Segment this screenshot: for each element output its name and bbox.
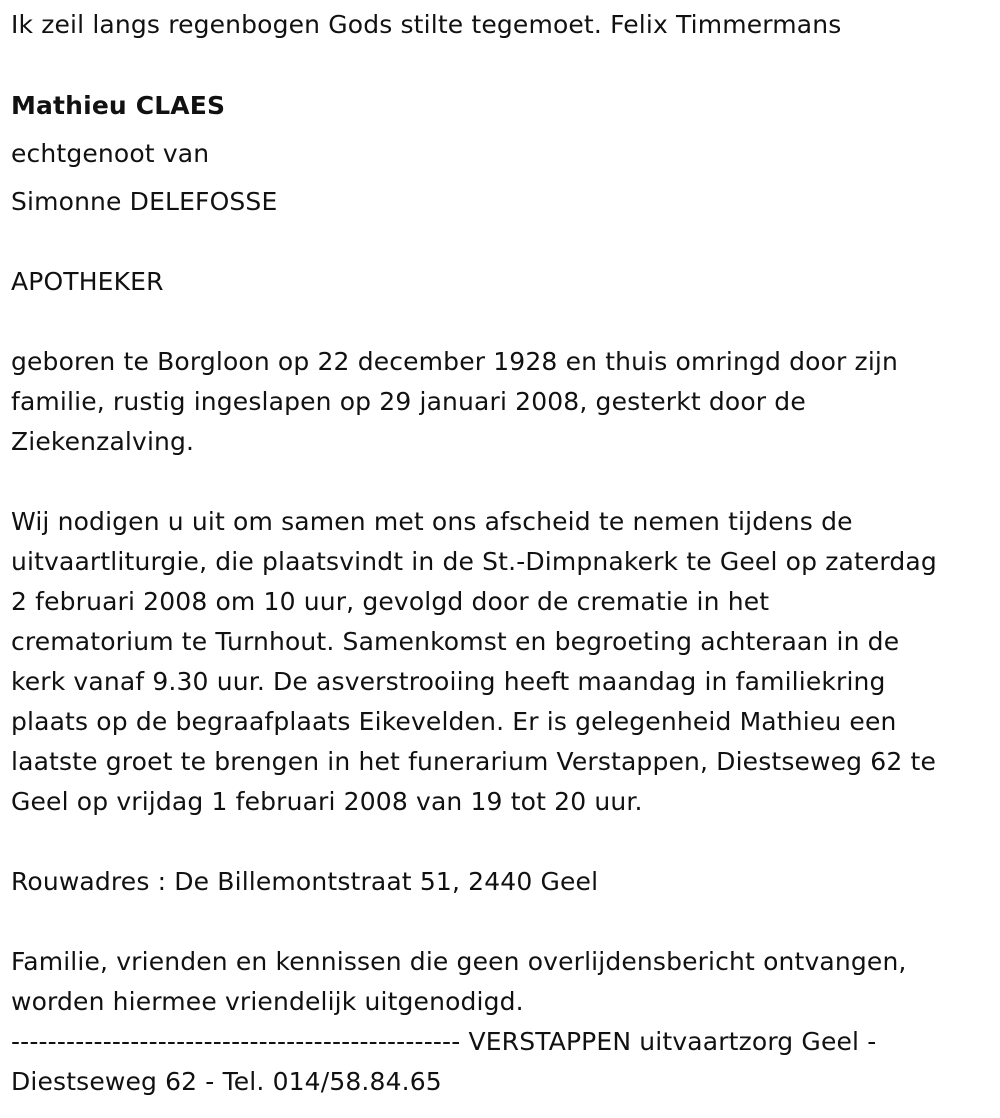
paragraph-line: worden hiermee vriendelijk uitgenodigd. <box>11 987 524 1016</box>
paragraph-line: kerk vanaf 9.30 uur. De asverstrooiing heeft maandag in familiekring <box>11 667 886 696</box>
birth-death-paragraph <box>11 342 991 462</box>
quote: Ik zeil langs regenbogen Gods stilte tegemoet. Felix Timmermans <box>11 10 842 39</box>
paragraph-line: 2 februari 2008 om 10 uur, gevolgd door de crematie in het <box>11 587 770 616</box>
paragraph-line: plaats op de begraafplaats Eikevelden. Er is gelegenheid Mathieu een <box>11 707 897 736</box>
footer-line: ------------------------------------------------- VERSTAPPEN uitvaartzorg Geel - <box>11 1027 877 1056</box>
relation-label: echtgenoot van <box>11 139 210 168</box>
paragraph-line: crematorium te Turnhout. Samenkomst en begroeting achteraan in de <box>11 627 900 656</box>
deceased-name: Mathieu CLAES <box>11 91 226 120</box>
paragraph-line: Familie, vrienden en kennissen die geen overlijdensbericht ontvangen, <box>11 947 907 976</box>
spouse-name: Simonne DELEFOSSE <box>11 187 278 216</box>
mourning-address: Rouwadres : De Billemontstraat 51, 2440 Geel <box>11 867 599 896</box>
footer-line: Diestseweg 62 - Tel. 014/58.84.65 <box>11 1067 442 1096</box>
paragraph-line: laatste groet te brengen in het funerarium Verstappen, Diestseweg 62 te <box>11 747 936 776</box>
funeral-paragraph <box>11 502 991 822</box>
funeral-home-footer <box>11 1022 991 1102</box>
paragraph-line: Wij nodigen u uit om samen met ons afscheid te nemen tijdens de <box>11 507 853 536</box>
paragraph-line: familie, rustig ingeslapen op 29 januari 2008, gesterkt door de <box>11 387 806 416</box>
profession: APOTHEKER <box>11 267 164 296</box>
invitation-paragraph <box>11 942 991 1022</box>
paragraph-line: geboren te Borgloon op 22 december 1928 en thuis omringd door zijn <box>11 347 898 376</box>
paragraph-line: uitvaartliturgie, die plaatsvindt in de St.-Dimpnakerk te Geel op zaterdag <box>11 547 937 576</box>
paragraph-line: Geel op vrijdag 1 februari 2008 van 19 tot 20 uur. <box>11 787 643 816</box>
paragraph-line: Ziekenzalving. <box>11 427 195 456</box>
